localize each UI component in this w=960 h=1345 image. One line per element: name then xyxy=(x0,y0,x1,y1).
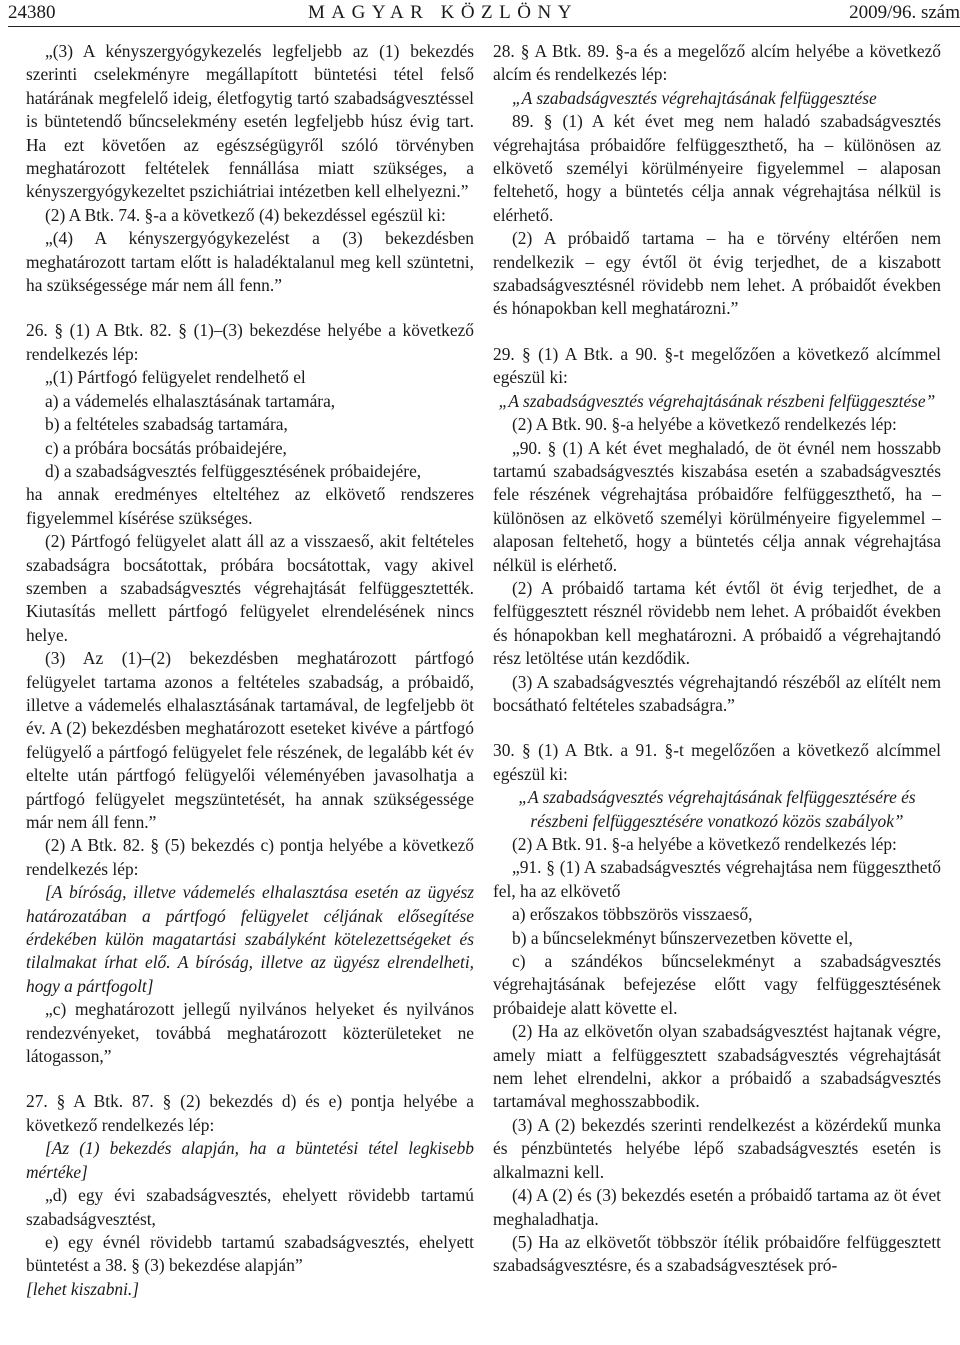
journal-title: MAGYAR KÖZLÖNY xyxy=(308,2,578,23)
paragraph: „91. § (1) A szabadságvesztés végrehajtása nem függeszthető fel, ha az elkövető xyxy=(493,857,941,901)
paragraph: 26. § (1) A Btk. 82. § (1)–(3) bekezdése helyébe a következő rendelkezés lép: xyxy=(26,320,474,364)
section-gap xyxy=(493,321,941,343)
paragraph: a) erőszakos többszörös visszaeső, xyxy=(512,904,753,925)
paragraph: (2) Ha az elkövetőn olyan szabadságvesztést hajtanak végre, amely miatt a felfüggesztett szabadságvesztés végrehajtását nem lehet elrendelni, akkor a próbaidő a szabadságvesztés tartamával meghosszabbodik. xyxy=(493,1021,941,1112)
paragraph: e) egy évnél rövidebb tartamú szabadságvesztés, ehelyett büntetést a 38. § (3) bekezdése alapján” xyxy=(26,1231,474,1276)
issue-number: 2009/96. szám xyxy=(849,2,960,23)
paragraph: „A szabadságvesztés végrehajtásának felfüggesztése xyxy=(512,87,877,108)
paragraph: ha annak eredményes elteltéhez az elkövető rendszeres figyelemmel kísérése szükséges. xyxy=(26,484,474,528)
right-column xyxy=(493,40,941,1278)
section-gap xyxy=(493,717,941,739)
paragraph: (2) A Btk. 74. §-a a következő (4) bekezdéssel egészül ki: xyxy=(45,204,446,225)
page-number: 24380 xyxy=(8,2,56,23)
paragraph: c) a szándékos bűncselekményt a szabadságvesztés végrehajtásának befejezése előtt vagy felfüggesztésének próbaideje alatt követte el. xyxy=(493,951,941,1018)
paragraph: 29. § (1) A Btk. a 90. §-t megelőzően a következő alcímmel egészül ki: xyxy=(493,343,941,388)
paragraph: a) a vádemelés elhalasztásának tartamára, xyxy=(45,390,336,411)
paragraph: 27. § A Btk. 87. § (2) bekezdés d) és e) pontja helyébe a következő rendelkezés lép: xyxy=(26,1091,474,1135)
paragraph: [Az (1) bekezdés alapján, ha a büntetési tétel legkisebb mértéke] xyxy=(26,1138,474,1182)
section-gap xyxy=(26,297,474,319)
paragraph: (2) A próbaidő tartama – ha e törvény eltérően nem rendelkezik – egy évtől öt évig terjedhet, de a kiszabott szabadságvesztésnél rövidebb nem lehet. A próbaidőt években és hónapokban kell meghatározni.” xyxy=(493,228,941,319)
paragraph: (5) Ha az elkövetőt többször ítélik próbaidőre felfüggesztett szabadságvesztésre, és a szabadságvesztések pró- xyxy=(493,1231,941,1276)
paragraph: „c) meghatározott jellegű nyilvános helyeket és nyilvános rendezvényeket, továbbá meghatározott közterületeket ne látogasson,” xyxy=(26,999,474,1067)
left-column xyxy=(26,40,474,1301)
paragraph: (2) Pártfogó felügyelet alatt áll az a visszaeső, akit feltételes szabadságra bocsátottak, próbára bocsátottak, vagy akivel szemben a szabadságvesztés végrehajtását felfüggesztették. Kiutasítás mellett pártfogó felügyelet elrendelésének nincs helye. xyxy=(26,531,474,645)
paragraph: (3) A (2) bekezdés szerinti rendelkezést a közérdekű munka és pénzbüntetés helyébe lépő szabadságvesztés esetén is alkalmazni kell. xyxy=(493,1114,941,1182)
paragraph: „A szabadságvesztés végrehajtásának részbeni felfüggesztése” xyxy=(498,390,936,411)
paragraph: (3) A szabadságvesztés végrehajtandó részéből az elítélt nem bocsátható feltételes szabadságra.” xyxy=(493,671,941,715)
paragraph: (2) A Btk. 91. §-a helyébe a következő rendelkezés lép: xyxy=(512,834,897,854)
paragraph: „(3) A kényszergyógykezelés legfeljebb az (1) bekezdés szerinti cselekményre megállapított büntetési tétel felső határának megfelelő ideig, életfogytig tartó szabadságvesztéssel is büntetendő bűncselekmény esetén legfeljebb húsz évig tart. Ha ezt követően az egészségügyről szóló törvényben meghatározott feltételek fennállása miatt szükséges, a kényszergyógykezeltet pszichiátriai intézetben kell elhelyezni.” xyxy=(26,41,474,202)
paragraph: 28. § A Btk. 89. §-a és a megelőző alcím helyébe a következő alcím és rendelkezés lép: xyxy=(493,41,941,85)
paragraph: (3) Az (1)–(2) bekezdésben meghatározott pártfogó felügyelet tartama azonos a feltételes szabadság, a próbaidő, illetve a vádemelés elhalasztásának tartamával, de legfeljebb öt év. A (2) bekezdésben meghatározott eseteket kivéve a pártfogó felügyelő a pártfogó felügyelet fele részének, de legalább két év eltelte után pártfogó felügyelői véleményében javasolhatja a pártfogó felügyelet megszüntetését, ha annak szükségessége már nem áll fenn.” xyxy=(26,648,474,832)
paragraph: „(1) Pártfogó felügyelet rendelhető el xyxy=(45,367,306,388)
paragraph: [A bíróság, illetve vádemelés elhalasztása esetén az ügyész határozatában a pártfogó felügyelet céljának elősegítése érdekében külön magatartási szabályként kötelezettségeket és tilalmakat írhat elő. A bíróság, illetve az ügyész elrendelheti, hogy a pártfogolt] xyxy=(26,882,474,996)
paragraph: 30. § (1) A Btk. a 91. §-t megelőzően a következő alcímmel egészül ki: xyxy=(493,740,941,784)
paragraph: [lehet kiszabni.] xyxy=(26,1278,140,1299)
paragraph: „A szabadságvesztés végrehajtásának felfüggesztésére és részbeni felfüggesztésére vonatkozó közös szabályok” xyxy=(518,787,916,831)
paragraph: (2) A Btk. 82. § (5) bekezdés c) pontja helyébe a következő rendelkezés lép: xyxy=(26,835,474,879)
paragraph: d) a szabadságvesztés felfüggesztésének próbaidejére, xyxy=(45,460,422,481)
paragraph: b) a feltételes szabadság tartamára, xyxy=(45,414,288,435)
paragraph: b) a bűncselekményt bűnszervezetben követte el, xyxy=(512,927,853,948)
paragraph: „(4) A kényszergyógykezelést a (3) bekezdésben meghatározott tartam előtt is haladéktalanul meg kell szüntetni, ha szükségessége már nem áll fenn.” xyxy=(26,228,474,296)
paragraph: (4) A (2) és (3) bekezdés esetén a próbaidő tartama az öt évet meghaladhatja. xyxy=(493,1185,941,1229)
paragraph: (2) A Btk. 90. §-a helyébe a következő rendelkezés lép: xyxy=(512,414,897,435)
paragraph: „90. § (1) A két évet meghaladó, de öt évnél nem hosszabb tartamú szabadságvesztés kiszabása esetén a szabadságvesztés fele részének végrehajtása próbaidőre felfüggeszthető, ha – különösen az elkövető személyi körülményeire figyelemmel – alaposan feltehető, hogy a büntetés célja annak végrehajtása nélkül is elérhető. xyxy=(493,437,941,575)
paragraph: „d) egy évi szabadságvesztés, ehelyett rövidebb tartamú szabadságvesztést, xyxy=(26,1185,474,1229)
paragraph: 89. § (1) A két évet meg nem haladó szabadságvesztés végrehajtása próbaidőre felfüggeszthető, ha – különösen az elkövető személyi körülményeire figyelemmel – alaposan feltehető, hogy a büntetés célja annak végrehajtása nélkül is elérhető. xyxy=(493,111,941,225)
page-header xyxy=(8,0,960,27)
section-gap xyxy=(26,1068,474,1090)
paragraph: (2) A próbaidő tartama két évtől öt évig terjedhet, de a felfüggesztett résznél rövidebb nem lehet. A próbaidőt években és hónapokban kell meghatározni. A próbaidő a végrehajtandó rész letöltése után kezdődik. xyxy=(493,577,941,669)
paragraph: c) a próbára bocsátás próbaidejére, xyxy=(45,437,287,458)
